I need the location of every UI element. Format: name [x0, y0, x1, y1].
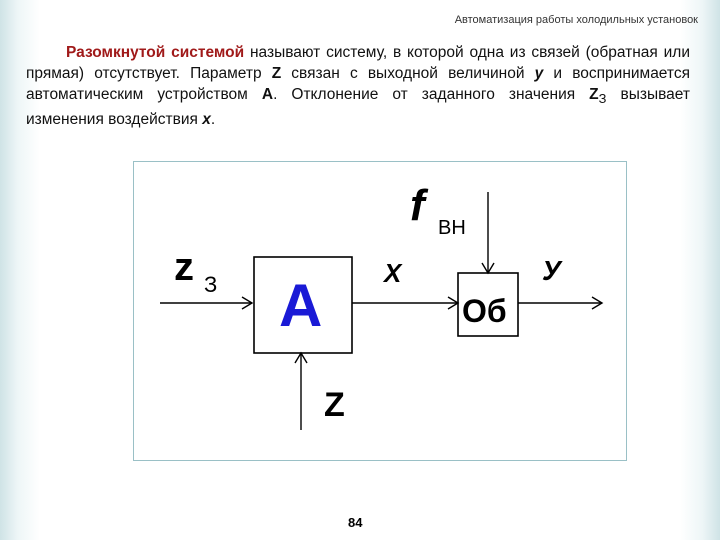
input-z-label: z — [174, 245, 194, 289]
header-title: Автоматизация работы холодильных установок — [454, 14, 698, 26]
block-a-label: А — [279, 272, 323, 339]
page-number: 84 — [348, 515, 363, 530]
text-part: вызывает изменения воздействия — [26, 86, 690, 129]
text-part: связан с выходной величиной — [281, 65, 535, 82]
text-part: и воспринимается автоматическим устройством — [26, 65, 690, 103]
f-label: f — [410, 181, 425, 230]
param-zz-sub: З — [598, 91, 607, 107]
param-x: x — [202, 111, 211, 129]
text-part: . — [210, 111, 216, 129]
text-part: называют систему, в которой одна из связей (обратная или прямая) отсутствует. Параметр — [26, 44, 690, 82]
input-z-sub-label: З — [204, 272, 218, 297]
diagram-frame — [133, 161, 627, 461]
param-y: y — [534, 65, 544, 82]
term-highlight: Разомкнутой системой — [66, 44, 245, 61]
block-ob-label: Об — [462, 293, 507, 329]
definition-paragraph — [26, 42, 690, 130]
param-z: Z — [271, 65, 282, 82]
param-zz: Z — [589, 86, 599, 103]
block-diagram — [134, 162, 626, 460]
x-label: X — [384, 258, 402, 288]
param-a: А — [261, 86, 274, 103]
y-label: У — [542, 255, 561, 286]
z-label: Z — [324, 386, 345, 424]
text-part: . Отклонение от заданного значения — [273, 86, 590, 103]
f-sub-label: ВН — [438, 217, 466, 239]
